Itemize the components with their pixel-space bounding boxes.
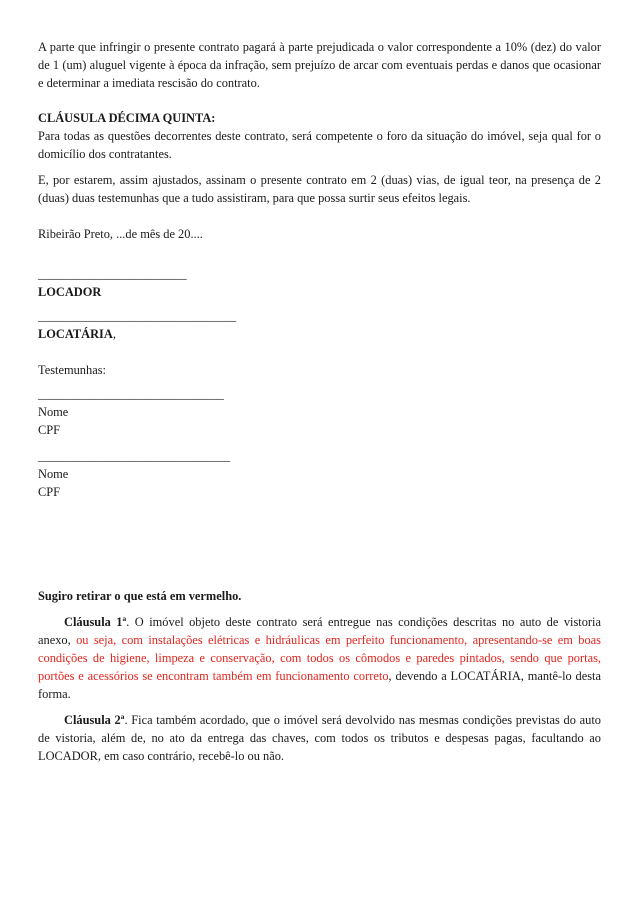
witnesses-label: Testemunhas: xyxy=(38,363,106,377)
signature-line-locataria: ________________________________ xyxy=(38,309,237,323)
witness-2-cpf: CPF xyxy=(38,485,61,499)
clause-two-label: Cláusula 2ª xyxy=(64,713,125,727)
signature-line-witness-2: _______________________________ xyxy=(38,449,231,463)
document-page xyxy=(38,38,601,765)
clause-fifteen xyxy=(38,109,601,163)
closing-paragraph: E, por estarem, assim ajustados, assinam o presente contrato em 2 (duas) vias, de igual teor, na presença de 2 (duas) duas testemunhas que a tudo assistiram, para que possa surtir seus efeitos legais. xyxy=(38,173,601,205)
clause-one-label: Cláusula 1ª xyxy=(64,615,127,629)
clause-one xyxy=(38,613,601,703)
clause-one-red-text: ou seja, com instalações elétricas e hidráulicas em perfeito funcionamento, apresentando-se em boas condições de higiene, limpeza e conservação, com todos os cômodos e paredes pintados, sendo que portas, portões e acessórios se encontram também em funcionamento correto xyxy=(38,633,602,683)
clause-one-text-end: , devendo a LOCATÁRIA, mantê-lo desta forma. xyxy=(38,669,602,701)
locador-label: LOCADOR xyxy=(38,285,102,299)
locataria-row xyxy=(38,325,601,343)
signature-block xyxy=(38,265,601,501)
place-date: Ribeirão Preto, ...de mês de 20.... xyxy=(38,227,203,241)
clause-fifteen-heading: CLÁUSULA DÉCIMA QUINTA: xyxy=(38,111,216,125)
penalty-paragraph: A parte que infringir o presente contrato pagará à parte prejudicada o valor correspondente a 10% (dez) do valor de 1 (um) aluguel vigente à época da infração, sem prejuízo de arcar com eventuais perdas e danos que ocasionar e determinar a imediata rescisão do contrato. xyxy=(38,40,601,90)
suggestion-section xyxy=(38,587,601,765)
witness-2-name: Nome xyxy=(38,467,69,481)
witness-1-name: Nome xyxy=(38,405,69,419)
signature-line-locador: ________________________ xyxy=(38,267,187,281)
clause-fifteen-text: Para todas as questões decorrentes deste contrato, será competente o foro da situação do imóvel, seja qual for o domicílio dos contratantes. xyxy=(38,129,601,161)
locataria-label: LOCATÁRIA xyxy=(38,327,113,341)
clause-one-text-start: . O imóvel objeto deste contrato será entregue nas condições descritas no auto de vistoria anexo, xyxy=(38,615,601,647)
suggestion-heading: Sugiro retirar o que está em vermelho. xyxy=(38,589,242,603)
signature-line-witness-1: ______________________________ xyxy=(38,387,224,401)
clause-two xyxy=(38,711,601,765)
locataria-comma: , xyxy=(112,327,116,341)
clause-two-text: . Fica também acordado, que o imóvel será devolvido nas mesmas condições previstas do auto de vistoria, além de, no ato da entrega das chaves, com todos os tributos e despesas pagas, facultando ao LOCADOR, em caso contrário, recebê-lo ou não. xyxy=(38,713,601,763)
witness-1-cpf: CPF xyxy=(38,423,61,437)
